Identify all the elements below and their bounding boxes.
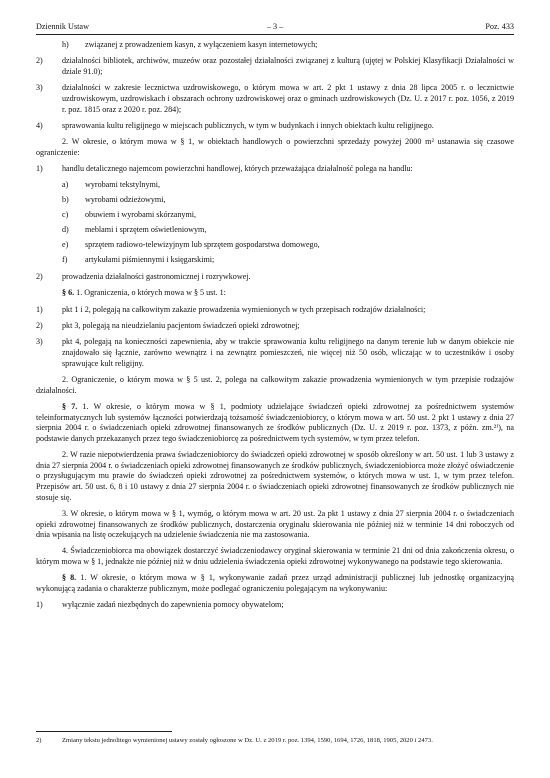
numbered-item [36,56,514,77]
numbered-item [36,600,514,611]
item-label: 2) [36,56,43,66]
item-text: wyrobami odzieżowymi, [85,194,166,204]
letter-item [36,210,514,221]
paragraph-text: 1. Ograniczenia, o których mowa w § 5 ust. 1: [76,288,226,298]
paragraph-text: 1. W okresie, o którym mowa w § 1, podmioty udzielające świadczeń opieki zdrowotnej za pośrednictwem systemów teleinformatycznych lub systemów łączności potwierdzają tożsamość świadczeniobiorcy, o którym mowa w art. 50 ust. 2 pkt 1 ustawy z dnia 27 sierpnia 2004 r. o świadczeniach opieki zdrowotnej finansowanych ze środków publicznych (Dz. U. z 2019 r. poz. 1373, z późn. zm.²⁾), na podstawie danych przekazanych przez tego świadczeniobiorcę za pośrednictwem tych systemów, w tym przez telefon. [36,401,515,443]
item-label: 4) [36,120,43,130]
paragraph-text: 2. W okresie, o którym mowa w § 1, w obiektach handlowych o powierzchni sprzedaży powyżej 2000 m² ustanawia się czasowe ograniczenie: [36,137,514,157]
item-label: 2) [36,321,43,331]
paragraph-text: 2. W razie niepotwierdzenia prawa świadczeniobiorcy do świadczeń opieki zdrowotnej w sposób określony w art. 50 ust. 1 lub 3 ustawy z dnia 27 sierpnia 2004 r. o świadczeniach opieki zdrowotnej finansowanych ze środków publicznych, świadczeniobiorca może złożyć oświadczenie o przysługującym mu prawie do świadczeń opieki zdrowotnej za pośrednictwem systemów, o których mowa w ust. 1, w tym przez telefon. Przepisów art. 50 ust. 6, 8 i 10 ustawy z dnia 27 sierpnia 2004 r. o świadczeniach opieki zdrowotnej finansowanych ze środków publicznych nie stosuje się. [36,450,514,502]
item-label: b) [62,194,69,204]
letter-item [36,40,514,51]
item-text: prowadzenia działalności gastronomicznej i rozrywkowej. [62,271,251,281]
item-label: 3) [36,337,43,347]
item-text: pkt 3, polegają na nieudzielaniu pacjentom świadczeń opieki zdrowotnej; [62,321,300,331]
footnote-text: Zmiany tekstu jednolitego wymienionej ustawy zostały ogłoszone w Dz. U. z 2019 r. poz. 1394, 1590, 1694, 1726, 1818, 1905, 2020 i 2473. [62,737,433,744]
item-text: meblami i sprzętem oświetleniowym, [85,225,207,235]
section-mark: § 6. [62,288,75,298]
footnote-label: 2) [36,737,42,744]
footnote [36,736,514,745]
paragraph [36,375,514,396]
numbered-item [36,337,514,369]
item-text: pkt 1 i 2, polegają na całkowitym zakazie prowadzenia wymienionych w tych przepisach rodzajów działalności; [62,304,426,314]
item-label: e) [62,240,69,250]
page-header [36,22,514,35]
paragraph [36,509,514,541]
item-text: sprzętem radiowo-telewizyjnym lub sprzętem gospodarstwa domowego, [85,240,320,250]
item-text: artykułami piśmiennymi i księgarskimi; [85,255,215,265]
item-label: a) [62,179,69,189]
paragraph-text: 4. Świadczeniobiorca ma obowiązek dostarczyć świadczeniodawcy oryginał skierowania w terminie 21 dni od dnia zakończenia okresu, o którym mowa w § 1, jednakże nie później niż w dniu udzielenia świadczenia opieki zdrowotnej wykonywanego na podstawie tego skierowania. [36,546,514,567]
item-label: f) [62,255,68,265]
letter-item [36,195,514,206]
item-text: pkt 4, polegają na konieczności zapewnienia, aby w trakcie sprawowania kultu religijnego na danym terenie lub w danym obiekcie nie znajdowało się łącznie, zarówno wewnątrz i na zewnątrz pomieszczeń, nie więcej niż 50 osób, wliczając w to uczestników i osoby sprawujące kult religijny. [62,337,514,368]
item-label: h) [62,40,69,49]
letter-item [36,180,514,191]
letter-item [36,255,514,266]
item-label: 1) [36,304,43,314]
item-label: 1) [36,600,43,610]
section-mark: § 8. [62,573,77,583]
item-text: wyłącznie zadań niezbędnych do zapewnienia pomocy obywatelom; [62,600,284,610]
item-label: 3) [36,83,43,93]
item-label: c) [62,209,69,219]
section-paragraph [36,402,514,444]
page-number: – 3 – [266,22,284,31]
numbered-item [36,272,514,283]
item-text: działalności w zakresie lecznictwa uzdrowiskowego, o którym mowa w art. 2 pkt 1 ustawy z dnia 28 lipca 2005 r. o lecznictwie uzdrowiskowym, uzdrowiskach i obszarach ochrony uzdrowiskowej oraz o gminach uzdrowiskowych (Dz. U. z 2017 r. poz. 1056, z 2019 r. poz. 1815 oraz z 2020 r. poz. 284); [62,83,514,114]
section-paragraph [36,288,514,299]
item-text: wyrobami tekstylnymi, [85,179,161,189]
item-text: związanej z prowadzeniem kasyn, z wyłączeniem kasyn internetowych; [85,40,318,49]
item-label: 2) [36,271,43,281]
numbered-item [36,121,514,132]
paragraph-text: 2. Ograniczenie, o którym mowa w § 5 ust. 2, polega na całkowitym zakazie prowadzenia wymienionych w tym przepisie rodzajów działalności. [36,374,514,395]
section-mark: § 7. [62,401,78,411]
footnote-divider [36,731,172,732]
item-text: obuwiem i wyrobami skórzanymi, [85,209,197,219]
position-number: Poz. 433 [485,22,514,31]
item-label: 1) [36,164,43,174]
numbered-item [36,164,514,175]
numbered-item [36,305,514,316]
paragraph [36,137,514,158]
letter-item [36,240,514,251]
paragraph [36,450,514,503]
item-label: d) [62,225,69,235]
document-body [36,40,514,611]
numbered-item [36,83,514,115]
item-text: handlu detalicznego najemcom powierzchni handlowej, których przeważająca działalność polega na handlu: [62,164,413,174]
letter-item [36,225,514,236]
paragraph-text: 1. W okresie, o którym mowa w § 1, wykonywanie zadań przez urząd administracji publicznej lub jednostkę organizacyjną wykonującą zadania o charakterze publicznym, może podlegać ograniczeniu polegającym na wykonywaniu: [36,573,514,594]
paragraph [36,546,514,567]
journal-title: Dziennik Ustaw [36,22,89,31]
numbered-item [36,321,514,332]
paragraph-text: 3. W okresie, o którym mowa w § 1, wymóg, o którym mowa w art. 20 ust. 2a pkt 1 ustawy z dnia 27 sierpnia 2004 r. o świadczeniach opieki zdrowotnej finansowanych ze środków publicznych, dostarczenia oryginału skierowania nie później niż w terminie 14 dni roboczych od dnia wpisania na listę oczekujących na udzielenie świadczenia nie ma zastosowania. [36,508,514,540]
item-text: działalności bibliotek, archiwów, muzeów oraz pozostałej działalności związanej z kulturą (ujętej w Polskiej Klasyfikacji Działalności w dziale 91.0); [62,56,514,76]
section-paragraph [36,573,514,594]
item-text: sprawowania kultu religijnego w miejscach publicznych, w tym w budynkach i innych obiektach kultu religijnego. [62,120,434,130]
